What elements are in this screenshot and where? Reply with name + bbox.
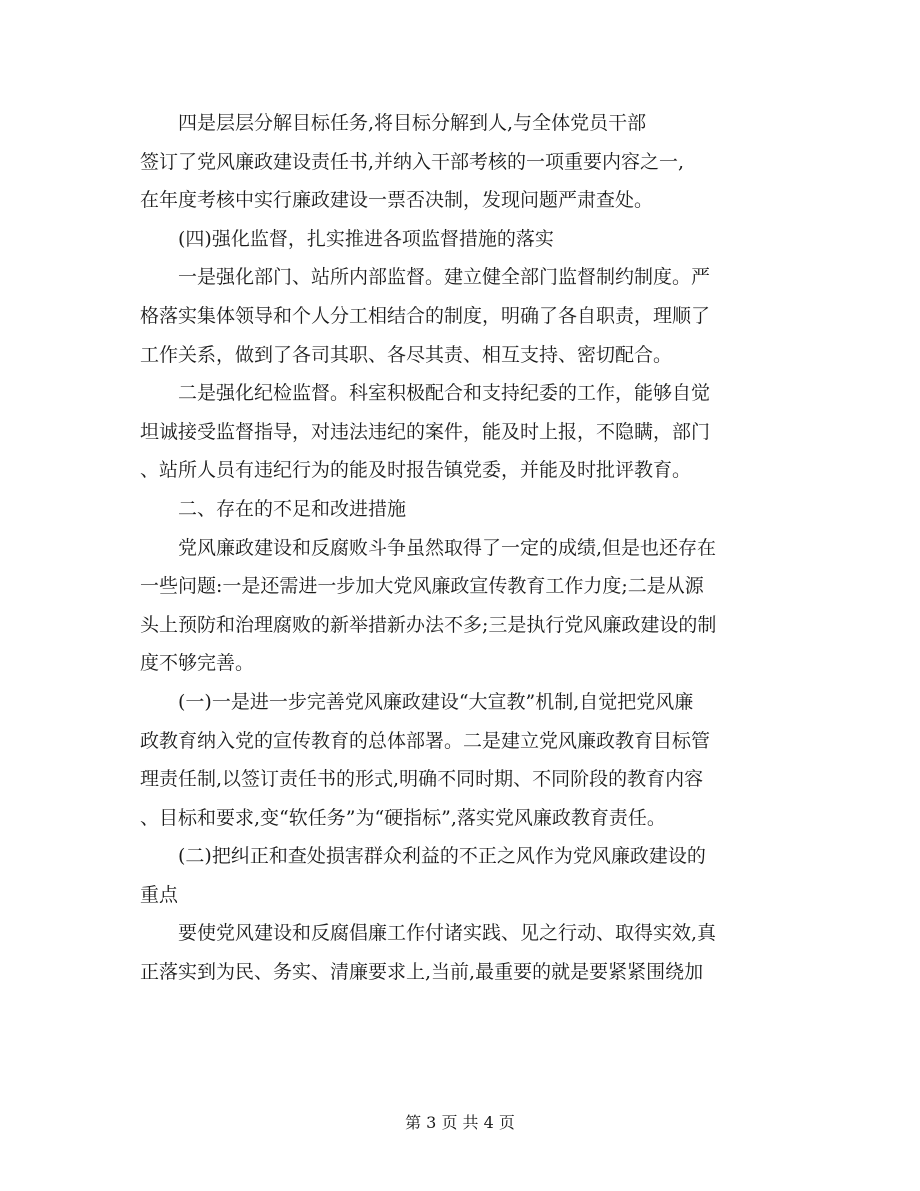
paragraph-line: 、目标和要求,变“软任务”为“硬指标”,落实党风廉政教育责任。 [140,806,666,829]
paragraph-line: 正落实到为民、务实、清廉要求上,当前,最重要的就是要紧紧围绕加 [140,961,704,984]
section-heading: (四)强化监督，扎实推进各项监督措施的落实 [178,227,554,250]
paragraph-line: 在年度考核中实行廉政建设一票否决制，发现问题严肃查处。 [140,189,654,212]
paragraph-line: 坦诚接受监督指导，对违法违纪的案件，能及时上报，不隐瞒，部门 [140,420,711,443]
paragraph-line: 头上预防和治理腐败的新举措新办法不多;三是执行党风廉政建设的制 [140,613,717,636]
paragraph-line: 党风廉政建设和反腐败斗争虽然取得了一定的成绩,但是也还存在 [178,536,717,559]
paragraph-line: 工作关系，做到了各司其职、各尽其责、相互支持、密切配合。 [140,343,673,366]
section-heading: (二)把纠正和查处损害群众利益的不正之风作为党风廉政建设的 [178,845,706,868]
paragraph-line: (一)一是进一步完善党风廉政建设“大宣教”机制,自觉把党风廉 [178,690,694,713]
paragraph-line: 要使党风建设和反腐倡廉工作付诸实践、见之行动、取得实效,真 [178,922,717,945]
section-heading: 重点 [140,883,179,906]
document-body [140,104,780,992]
paragraph-line: 度不够完善。 [140,652,255,675]
paragraph-line: 政教育纳入党的宣传教育的总体部署。二是建立党风廉政教育目标管 [140,729,711,752]
paragraph-line: 签订了党风廉政建设责任书,并纳入干部考核的一项重要内容之一, [140,150,685,173]
page-number-footer: 第 3 页 共 4 页 [405,1113,515,1132]
paragraph-line: 二是强化纪检监督。科室积极配合和支持纪委的工作，能够自觉 [178,382,711,405]
paragraph-line: 格落实集体领导和个人分工相结合的制度，明确了各自职责，理顺了 [140,304,711,327]
section-heading: 二、存在的不足和改进措施 [178,497,407,520]
paragraph-line: 、站所人员有违纪行为的能及时报告镇党委，并能及时批评教育。 [140,459,692,482]
paragraph-line: 理责任制,以签订责任书的形式,明确不同时期、不同阶段的教育内容 [140,768,704,791]
paragraph-line: 一是强化部门、站所内部监督。建立健全部门监督制约制度。严 [178,266,711,289]
paragraph-line: 四是层层分解目标任务,将目标分解到人,与全体党员干部 [178,112,647,134]
paragraph-line: 一些问题:一是还需进一步加大党风廉政宣传教育工作力度;二是从源 [140,575,704,598]
